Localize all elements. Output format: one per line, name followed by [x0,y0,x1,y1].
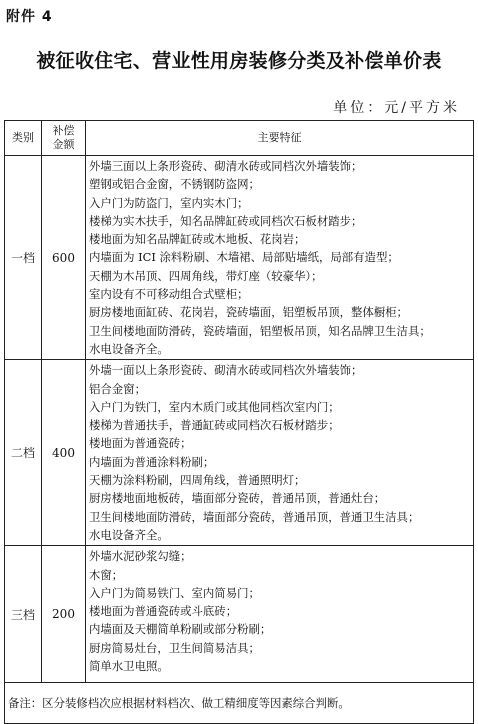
feature-line: 木窗； [89,567,124,582]
header-class: 类别 [5,121,42,156]
tier-amount: 600 [42,156,86,360]
note-row [5,683,474,724]
header-amount-line1: 补偿 [52,124,75,137]
feature-line: 天棚为涂料粉刷，四周角线，普通照明灯； [89,473,306,488]
header-amount-line2: 金额 [52,138,75,151]
compensation-table [4,120,474,724]
feature-line: 内墙面为 ICI 涂料粉刷、木墙裙、局部贴墙纸，局部有造型； [89,250,399,265]
header-amount [42,121,86,156]
feature-line: 水电设备齐全。 [89,527,169,542]
feature-line: 楼地面为普通瓷砖或斗底砖； [89,604,238,619]
table-body [5,156,474,683]
feature-line: 简单水卫电照。 [89,659,169,674]
feature-line: 楼梯为实木扶手，知名品牌缸砖或同档次石板材踏步； [89,213,363,228]
table-row [5,156,474,360]
tier-features [86,360,474,546]
feature-line: 水电设备齐全。 [89,341,169,356]
feature-line: 内墙面及天棚简单粉刷或部分粉刷； [89,622,272,637]
feature-line: 卫生间楼地面防滑砖，墙面部分瓷砖，普通吊顶，普通卫生洁具； [89,509,420,524]
feature-line: 塑钢或铝合金窗，不锈钢防盗网； [89,177,260,192]
tier-features [86,546,474,683]
page-title: 被征收住宅、营业性用房装修分类及补偿单价表 [36,50,442,72]
feature-line: 入户门为铁门，室内木质门或其他同档次室内门； [89,399,340,414]
feature-line: 卫生间楼地面防滑砖，瓷砖墙面，铝塑板吊顶，知名品牌卫生洁具； [89,323,431,338]
tier-features [86,156,474,360]
feature-line: 铝合金窗； [89,381,146,396]
feature-line: 楼地面为普通瓷砖； [89,436,192,451]
feature-line: 楼梯为普通扶手，普通缸砖或同档次石板材踏步； [89,418,340,433]
table-row [5,546,474,683]
tier-class: 三档 [5,546,42,683]
feature-line: 入户门为简易铁门、室内简易门； [89,585,260,600]
feature-line: 天棚为木吊顶、四周角线，带灯座（较豪华）； [89,268,323,283]
table-header-row [5,121,474,156]
attachment-label: 附件 4 [6,9,53,25]
unit-label: 单位：元/平方米 [333,100,460,116]
tier-class: 二档 [5,360,42,546]
feature-line: 厨房楼地面缸砖、花岗岩，瓷砖墙面，铝塑板吊顶，整体橱柜； [89,305,408,320]
feature-line: 内墙面为普通涂料粉刷； [89,454,215,469]
tier-amount: 200 [42,546,86,683]
feature-line: 室内设有不可移动组合式壁柜； [89,287,249,302]
table-note: 备注：区分装修档次应根据材料档次、做工精细度等因素综合判断。 [5,683,474,724]
feature-line: 楼地面为知名品牌缸砖或木地板、花岗岩； [89,232,306,247]
tier-amount: 400 [42,360,86,546]
feature-line: 外墙三面以上条形瓷砖、砌清水砖或同档次外墙装饰； [89,159,363,173]
feature-line: 厨房简易灶台，卫生间简易洁具； [89,640,260,655]
feature-line: 厨房楼地面地板砖，墙面部分瓷砖，普通吊顶，普通灶台； [89,491,386,506]
feature-line: 外墙一面以上条形瓷砖、砌清水砖或同档次外墙装饰； [89,363,363,378]
table-row [5,360,474,546]
feature-line: 入户门为防盗门，室内实木门； [89,195,249,210]
header-features: 主要特征 [86,121,474,156]
tier-class: 一档 [5,156,42,360]
feature-line: 外墙水泥砂浆勾缝； [89,549,192,564]
